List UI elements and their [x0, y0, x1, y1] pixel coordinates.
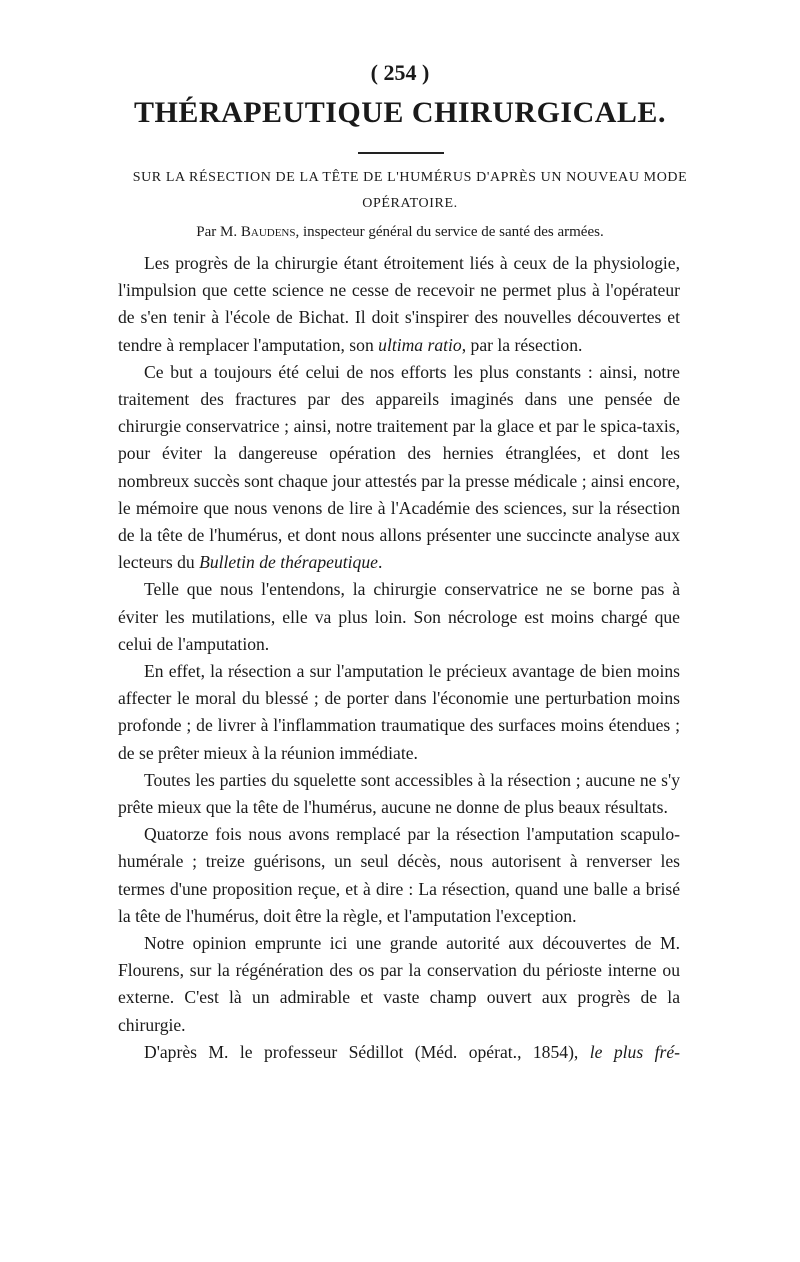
paragraph-1	[118, 250, 680, 359]
paragraph-2-italic: Bulletin de thérapeutique	[199, 552, 378, 573]
byline-rest: inspecteur général du service de santé des armées.	[303, 224, 604, 240]
paragraph-7: Notre opinion emprunte ici une grande autorité aux découvertes de M. Flourens, sur la régénération des os par la conservation du périoste interne ou externe. C'est là un admirable et vaste champ ouvert aux progrès de la chirurgie.	[118, 933, 680, 1035]
paragraph-6: Quatorze fois nous avons remplacé par la résection l'amputation scapulo-humérale ; treize guérisons, un seul décès, nous autorisent à renverser les termes d'une proposition reçue, et à dire : La résection, quand une balle a brisé la tête de l'humérus, doit être la règle, et l'amputation l'exception.	[118, 824, 680, 926]
subtitle-line-1: SUR LA RÉSECTION DE LA TÊTE DE L'HUMÉRUS D'APRÈS UN NOUVEAU MODE	[132, 170, 688, 185]
paragraph-2	[118, 359, 680, 577]
paragraph-3: Telle que nous l'entendons, la chirurgie conservatrice ne se borne pas à éviter les mutilations, elle va plus loin. Son nécrologe est moins chargé que celui de l'amputation.	[118, 579, 680, 654]
paragraph-5: Toutes les parties du squelette sont accessibles à la résection ; aucune ne s'y prête mieux que la tête de l'humérus, aucune ne donne de plus beaux résultats.	[118, 769, 680, 818]
paragraph-1-end: , par la résection.	[461, 334, 583, 355]
paragraph-1-text: Les progrès de la chirurgie étant étroitement liés à ceux de la physiologie, l'impulsion que cette science ne cesse de recevoir ne permet plus à l'opérateur de s'en tenir à l'école de Bichat. Il doit s'inspirer des nouvelles découvertes et tendre à remplacer l'amputation, son	[118, 253, 680, 355]
article-subtitle	[110, 165, 710, 217]
paragraph-2-end: .	[377, 552, 383, 573]
paragraph-8-italic: le plus fré-	[589, 1041, 680, 1062]
paragraph-4: En effet, la résection a sur l'amputation le précieux avantage de bien moins affecter le moral du blessé ; de porter dans l'économie une perturbation moins profonde ; de livrer à l'inflammation traumatique des surfaces moins étendues ; de se prêter mieux à la réunion immédiate.	[118, 661, 680, 763]
byline-prefix: Par M.	[196, 224, 238, 240]
paragraph-2-text: Ce but a toujours été celui de nos efforts les plus constants : ainsi, notre traitement des fractures par des appareils imaginés dans une pensée de chirurgie conservatrice ; ainsi, notre traitement par la glace et par le spica-taxis, pour éviter la dangereuse opération des hernies étranglées, et dont les nombreux succès sont chaque jour attestés par la presse médicale ; ainsi encore, le mémoire que nous venons de lire à l'Académie des sciences, sur la résection de la tête de l'humérus, et dont nous allons présenter une succincte analyse aux lecteurs du	[118, 361, 680, 573]
title-divider	[358, 152, 444, 154]
byline	[0, 224, 800, 241]
subtitle-line-2: OPÉRATOIRE.	[362, 196, 458, 211]
paragraph-8-text: D'après M. le professeur Sédillot (Méd. opérat., 1854),	[144, 1041, 590, 1062]
paragraph-8	[118, 1039, 680, 1066]
page-title: THÉRAPEUTIQUE CHIRURGICALE.	[134, 96, 666, 129]
page-number: ( 254 )	[370, 60, 430, 85]
paragraph-1-italic: ultima ratio	[378, 334, 462, 355]
byline-author: Baudens,	[240, 224, 300, 240]
article-body	[118, 250, 680, 1066]
